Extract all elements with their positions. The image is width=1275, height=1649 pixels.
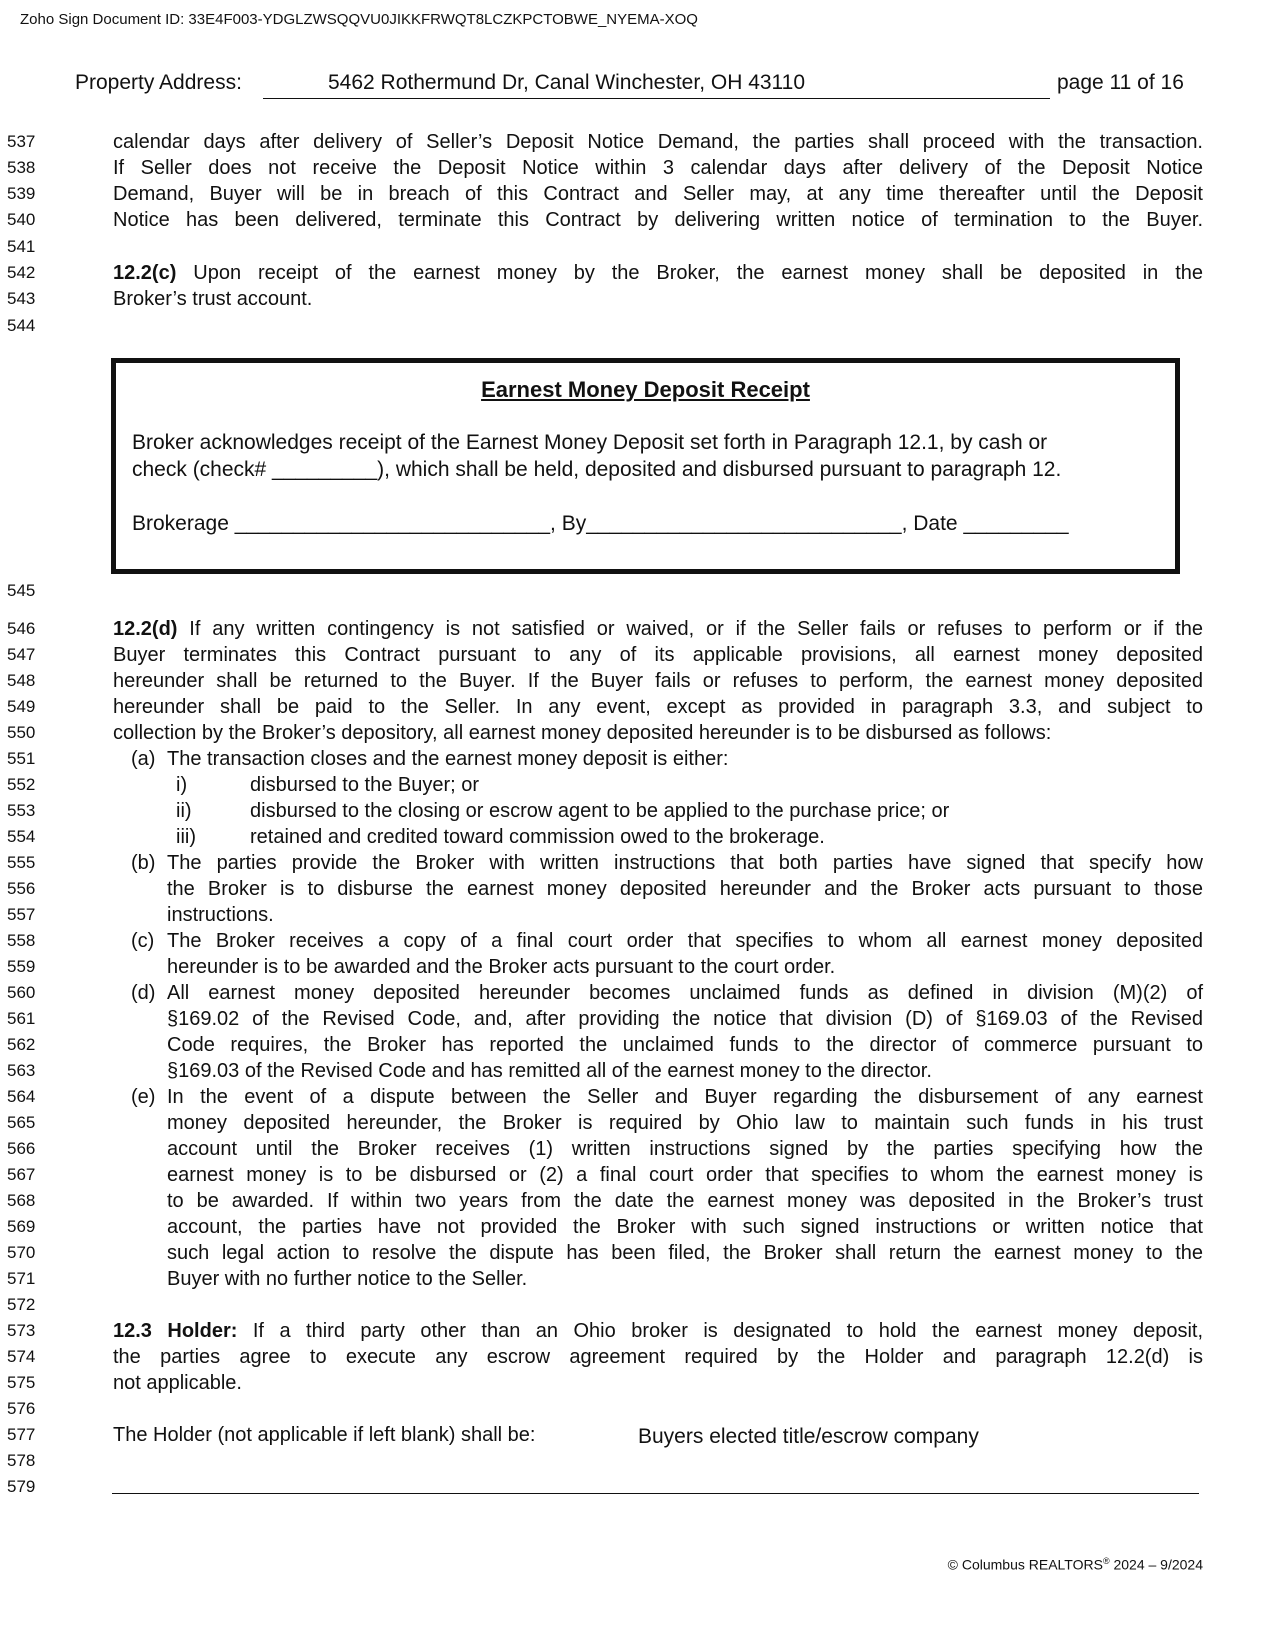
line-number: 545 xyxy=(7,581,36,600)
paragraph-line: Notice has been delivered, terminate this Contract by delivering written notice of termination to the Buyer. xyxy=(113,209,1203,231)
line-number: 572 xyxy=(7,1295,36,1314)
list-label: (c) xyxy=(131,930,155,952)
receipt-line: Broker acknowledges receipt of the Earnest Money Deposit set forth in Paragraph 12.1, by cash or xyxy=(132,431,1048,454)
line-number: 550 xyxy=(7,723,36,742)
paragraph-12-2d: 12.2(d) If any written contingency is not satisfied or waived, or if the Seller fails or refuses to perform or if the xyxy=(113,618,1203,640)
line-number: 553 xyxy=(7,801,36,820)
property-address-label: Property Address: xyxy=(75,71,242,94)
line-number: 564 xyxy=(7,1087,36,1106)
line-number: 551 xyxy=(7,749,36,768)
line-number: 552 xyxy=(7,775,36,794)
page-number: page 11 of 16 xyxy=(1057,71,1184,94)
line-number: 567 xyxy=(7,1165,36,1184)
line-number: 546 xyxy=(7,619,36,638)
paragraph-line: calendar days after delivery of Seller’s Deposit Notice Demand, the parties shall proceed with the transaction. xyxy=(113,131,1203,153)
paragraph-line: Demand, Buyer will be in breach of this Contract and Seller may, at any time thereafter until the Deposit xyxy=(113,183,1203,205)
holder-underline xyxy=(112,1493,1199,1494)
paragraph-line: collection by the Broker’s depository, all earnest money deposited hereunder is to be disbursed as follows: xyxy=(113,722,1052,744)
section-label: 12.2(c) xyxy=(113,262,177,284)
sub-list-item: retained and credited toward commission owed to the brokerage. xyxy=(250,826,825,848)
sub-list-number: ii) xyxy=(176,800,192,822)
list-item-line: account until the Broker receives (1) written instructions signed by the parties specifying how the xyxy=(167,1138,1203,1160)
sub-list-item: disbursed to the Buyer; or xyxy=(250,774,480,796)
holder-field-label: The Holder (not applicable if left blank) shall be: xyxy=(113,1424,536,1446)
list-item-line: §169.03 of the Revised Code and has remitted all of the earnest money to the director. xyxy=(167,1060,932,1082)
list-item-line: to be awarded. If within two years from the date the earnest money was deposited in the Broker’s trust xyxy=(167,1190,1203,1212)
list-item-line: hereunder is to be awarded and the Broker acts pursuant to the court order. xyxy=(167,956,836,978)
line-number: 559 xyxy=(7,957,36,976)
sub-list-item: disbursed to the closing or escrow agent to be applied to the purchase price; or xyxy=(250,800,950,822)
list-item-line: The parties provide the Broker with written instructions that both parties have signed that specify how xyxy=(167,852,1203,874)
receipt-signature-line[interactable]: Brokerage ___________________________, By___________________________, Date _________ xyxy=(132,512,1069,535)
line-number: 557 xyxy=(7,905,36,924)
holder-field-value[interactable]: Buyers elected title/escrow company xyxy=(638,1425,979,1448)
line-number: 575 xyxy=(7,1373,36,1392)
sub-list-number: iii) xyxy=(176,826,196,848)
line-number: 537 xyxy=(7,132,36,151)
section-label: 12.2(d) xyxy=(113,618,178,640)
list-label: (a) xyxy=(131,748,156,770)
line-number: 576 xyxy=(7,1399,36,1418)
line-number: 558 xyxy=(7,931,36,950)
list-label: (d) xyxy=(131,982,156,1004)
line-number: 573 xyxy=(7,1321,36,1340)
earnest-money-receipt-box xyxy=(111,358,1180,574)
list-item-line: instructions. xyxy=(167,904,274,926)
section-label: 12.3 Holder: xyxy=(113,1320,238,1342)
line-number: 579 xyxy=(7,1477,36,1496)
paragraph-12-2c: 12.2(c) Upon receipt of the earnest money by the Broker, the earnest money shall be deposited in the xyxy=(113,262,1203,284)
line-number: 556 xyxy=(7,879,36,898)
list-item-line: Buyer with no further notice to the Seller. xyxy=(167,1268,528,1290)
list-item-line: All earnest money deposited hereunder becomes unclaimed funds as defined in division (M)(2) of xyxy=(167,982,1203,1004)
line-number: 566 xyxy=(7,1139,36,1158)
line-number: 568 xyxy=(7,1191,36,1210)
line-number: 540 xyxy=(7,210,36,229)
paragraph-line: the parties agree to execute any escrow agreement required by the Holder and paragraph 12.2(d) is xyxy=(113,1346,1203,1368)
line-number: 578 xyxy=(7,1451,36,1470)
line-number: 554 xyxy=(7,827,36,846)
line-number: 571 xyxy=(7,1269,36,1288)
copyright-footer: © Columbus REALTORS® 2024 – 9/2024 xyxy=(947,1556,1203,1573)
paragraph-line: hereunder shall be returned to the Buyer. If the Buyer fails or refuses to perform, the earnest money deposited xyxy=(113,670,1203,692)
line-number: 562 xyxy=(7,1035,36,1054)
line-number: 541 xyxy=(7,237,36,256)
line-number: 543 xyxy=(7,289,36,308)
list-label: (b) xyxy=(131,852,156,874)
list-item-line: such legal action to resolve the dispute has been filed, the Broker shall return the earnest money to the xyxy=(167,1242,1203,1264)
line-number: 569 xyxy=(7,1217,36,1236)
property-address-underline xyxy=(263,98,1050,99)
sub-list-number: i) xyxy=(176,774,188,796)
line-number: 542 xyxy=(7,263,36,282)
line-number: 565 xyxy=(7,1113,36,1132)
line-number: 548 xyxy=(7,671,36,690)
list-item-line: account, the parties have not provided the Broker with such signed instructions or written notice that xyxy=(167,1216,1203,1238)
line-number: 563 xyxy=(7,1061,36,1080)
paragraph-line: Buyer terminates this Contract pursuant to any of its applicable provisions, all earnest money deposited xyxy=(113,644,1203,666)
paragraph-line: Broker’s trust account. xyxy=(113,288,313,310)
paragraph-line: hereunder shall be paid to the Seller. In any event, except as provided in paragraph 3.3, and subject to xyxy=(113,696,1203,718)
line-number: 577 xyxy=(7,1425,36,1444)
line-number: 538 xyxy=(7,158,36,177)
list-item-line: In the event of a dispute between the Seller and Buyer regarding the disbursement of any earnest xyxy=(167,1086,1203,1108)
line-number: 539 xyxy=(7,184,36,203)
list-item-line: The Broker receives a copy of a final court order that specifies to whom all earnest money deposited xyxy=(167,930,1203,952)
line-number: 570 xyxy=(7,1243,36,1262)
property-address-value: 5462 Rothermund Dr, Canal Winchester, OH 43110 xyxy=(328,71,806,94)
receipt-title: Earnest Money Deposit Receipt xyxy=(481,377,810,402)
paragraph-line: If Seller does not receive the Deposit Notice within 3 calendar days after delivery of the Deposit Notice xyxy=(113,157,1203,179)
line-number: 547 xyxy=(7,645,36,664)
line-number: 574 xyxy=(7,1347,36,1366)
receipt-line: check (check# _________), which shall be held, deposited and disbursed pursuant to paragraph 12. xyxy=(132,458,1062,481)
list-item-line: money deposited hereunder, the Broker is required by Ohio law to maintain such funds in his trust xyxy=(167,1112,1203,1134)
list-item: The transaction closes and the earnest money deposit is either: xyxy=(167,748,729,770)
line-number: 549 xyxy=(7,697,36,716)
line-number: 555 xyxy=(7,853,36,872)
list-label: (e) xyxy=(131,1086,156,1108)
list-item-line: earnest money is to be disbursed or (2) a final court order that specifies to whom the earnest money is xyxy=(167,1164,1203,1186)
line-number: 561 xyxy=(7,1009,36,1028)
document-id: Zoho Sign Document ID: 33E4F003-YDGLZWSQQVU0JIKKFRWQT8LCZKPCTOBWE_NYEMA-XOQ xyxy=(20,11,698,28)
paragraph-12-3: 12.3 Holder: If a third party other than an Ohio broker is designated to hold the earnest money deposit, xyxy=(113,1320,1204,1342)
line-number: 544 xyxy=(7,316,36,335)
paragraph-line: not applicable. xyxy=(113,1372,242,1394)
line-number: 560 xyxy=(7,983,36,1002)
list-item-line: the Broker is to disburse the earnest money deposited hereunder and the Broker acts pursuant to those xyxy=(167,878,1203,900)
list-item-line: Code requires, the Broker has reported the unclaimed funds to the director of commerce pursuant to xyxy=(167,1034,1203,1056)
list-item-line: §169.02 of the Revised Code, and, after providing the notice that division (D) of §169.03 of the Revised xyxy=(167,1008,1203,1030)
